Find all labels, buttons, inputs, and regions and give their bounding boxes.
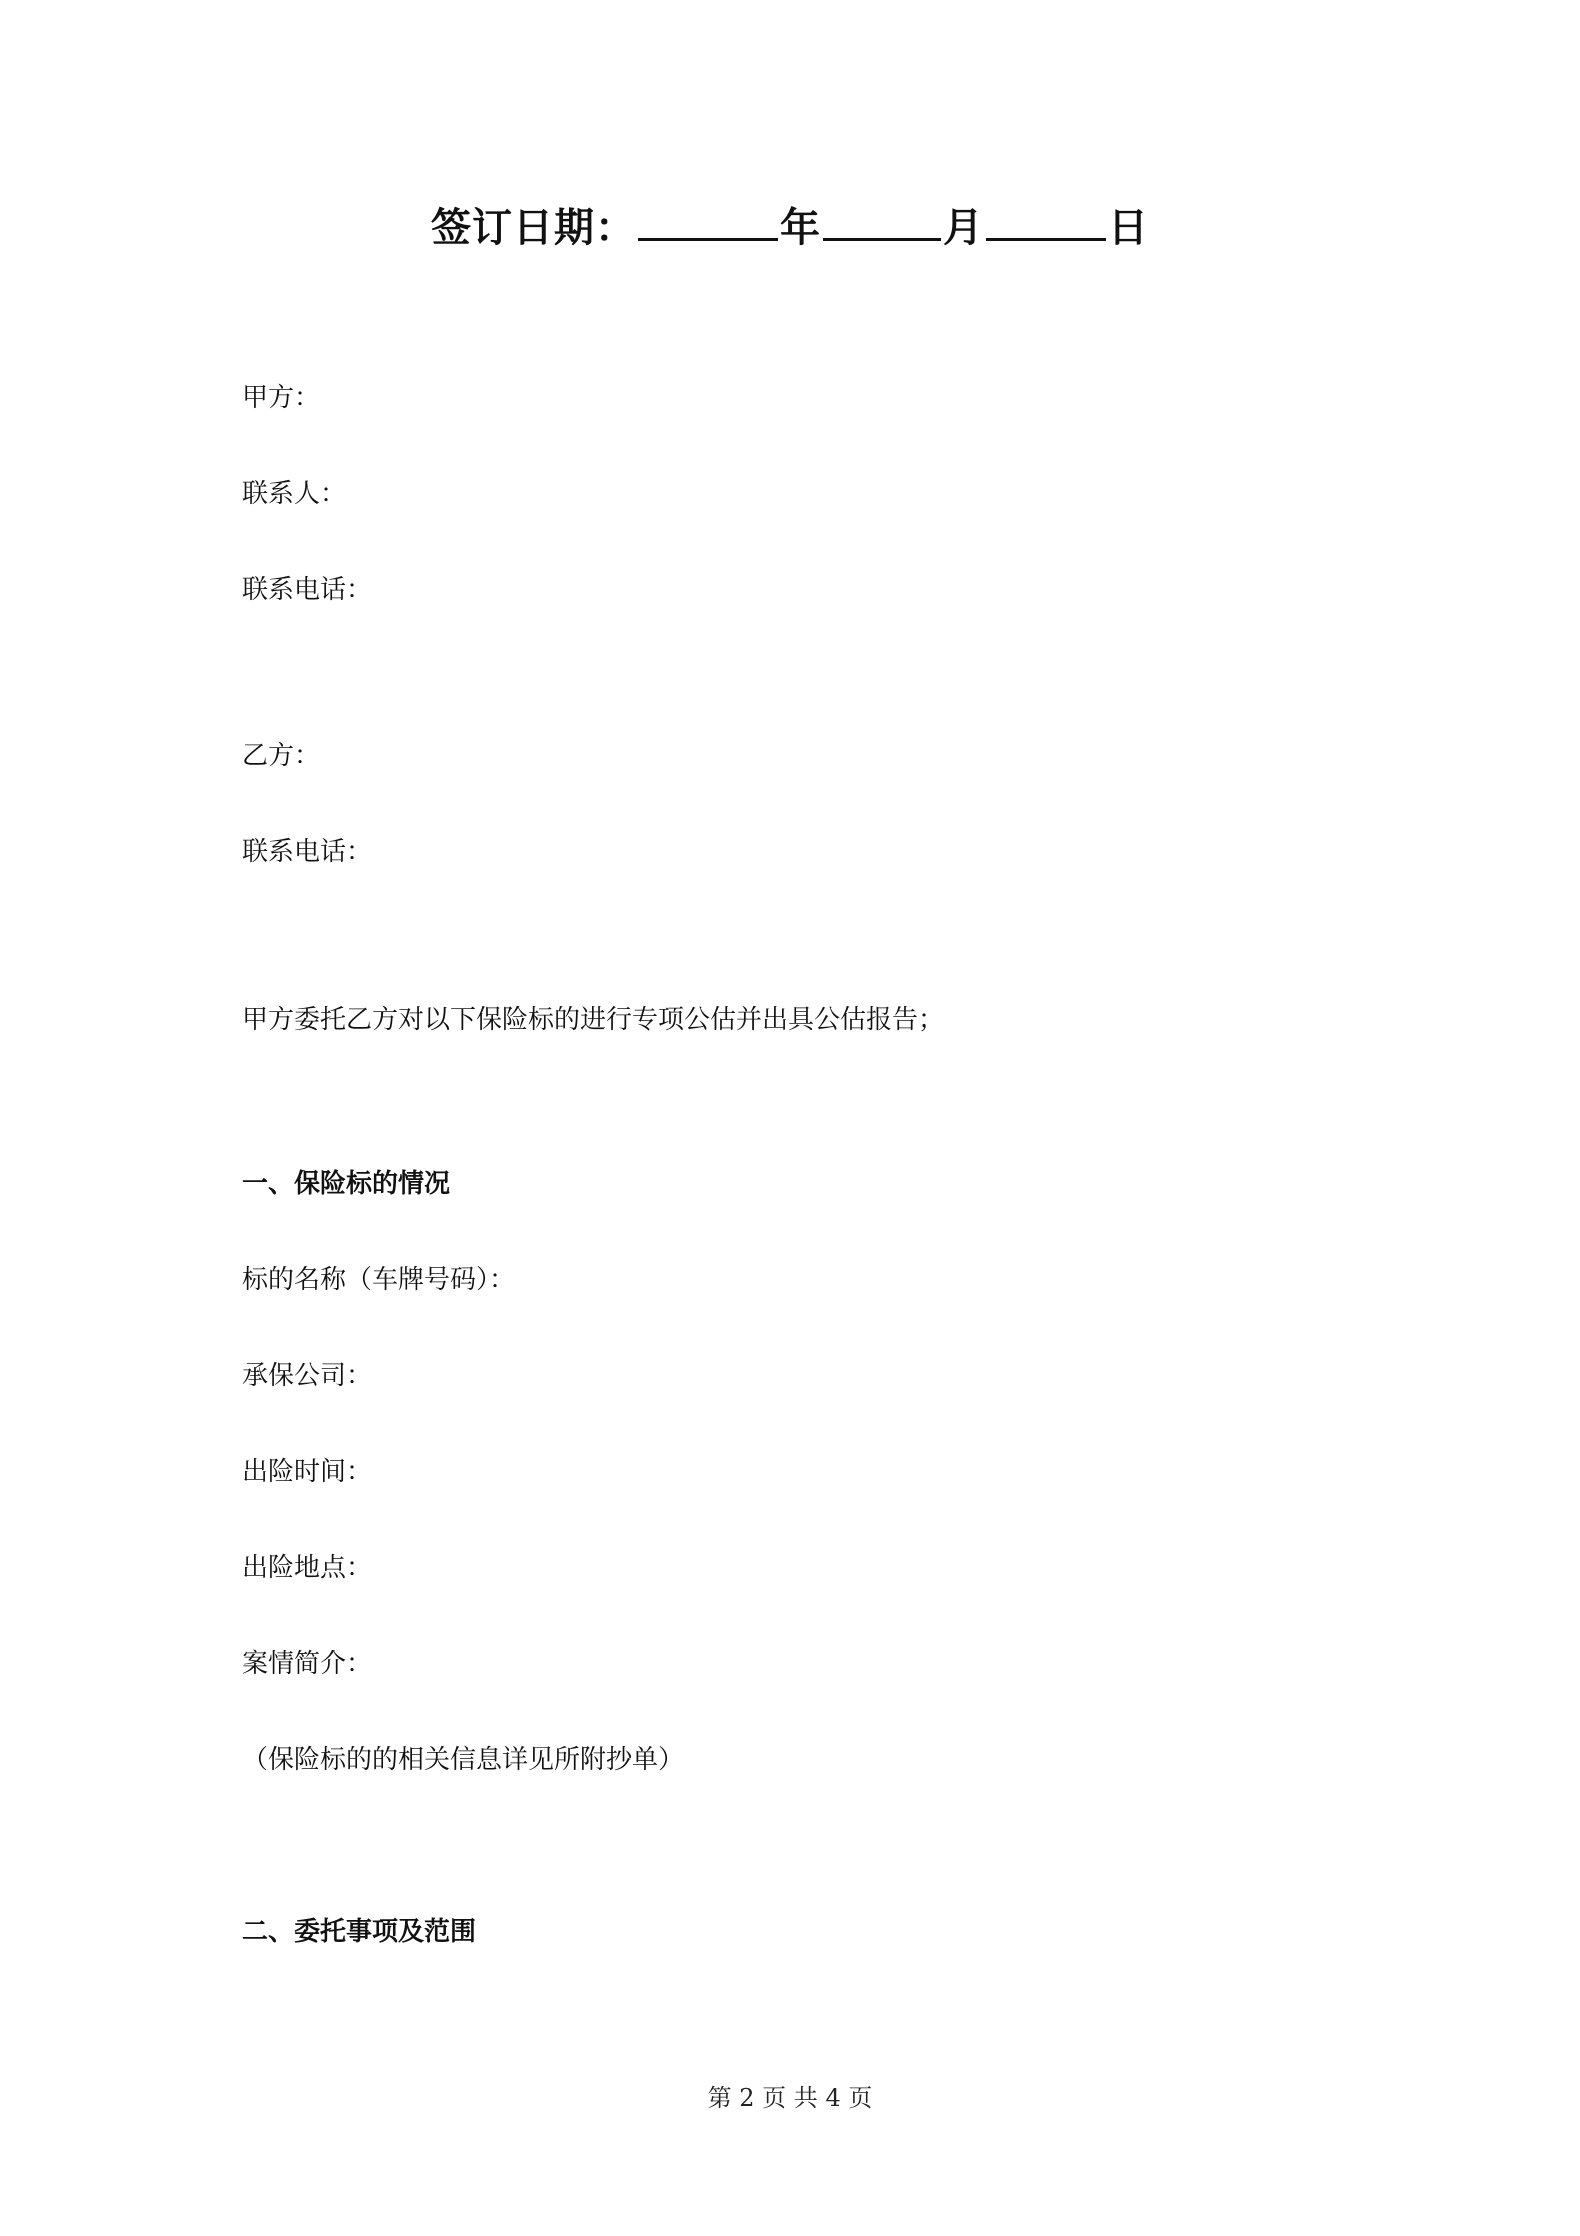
field-subject-name: 标的名称（车牌号码）： xyxy=(242,1265,516,1295)
month-label: 月 xyxy=(943,205,984,251)
field-insurer: 承保公司： xyxy=(242,1361,373,1391)
month-blank xyxy=(823,196,941,241)
field-incident-time: 出险时间： xyxy=(242,1457,373,1487)
party-a-label: 甲方： xyxy=(242,383,321,413)
party-b-phone-label: 联系电话： xyxy=(242,837,373,867)
party-a-contact-label: 联系人： xyxy=(242,479,347,509)
year-blank xyxy=(638,196,778,241)
year-label: 年 xyxy=(780,205,821,251)
party-a-phone-label: 联系电话： xyxy=(242,575,373,605)
day-blank xyxy=(986,196,1106,241)
section2-heading: 二、委托事项及范围 xyxy=(242,1917,477,1947)
section1-note: （保险标的的相关信息详见所附抄单） xyxy=(242,1745,685,1775)
signing-date-title xyxy=(0,196,1580,258)
field-case-summary: 案情简介： xyxy=(242,1649,373,1679)
day-label: 日 xyxy=(1108,205,1149,251)
section1-heading: 一、保险标的情况 xyxy=(242,1169,451,1199)
party-b-label: 乙方： xyxy=(242,741,321,771)
field-incident-location: 出险地点： xyxy=(242,1553,373,1583)
page-footer: 第 2 页 共 4 页 xyxy=(707,2084,873,2112)
intro-text: 甲方委托乙方对以下保险标的进行专项公估并出具公估报告； xyxy=(242,1005,945,1035)
signing-date-label: 签订日期： xyxy=(431,205,636,251)
